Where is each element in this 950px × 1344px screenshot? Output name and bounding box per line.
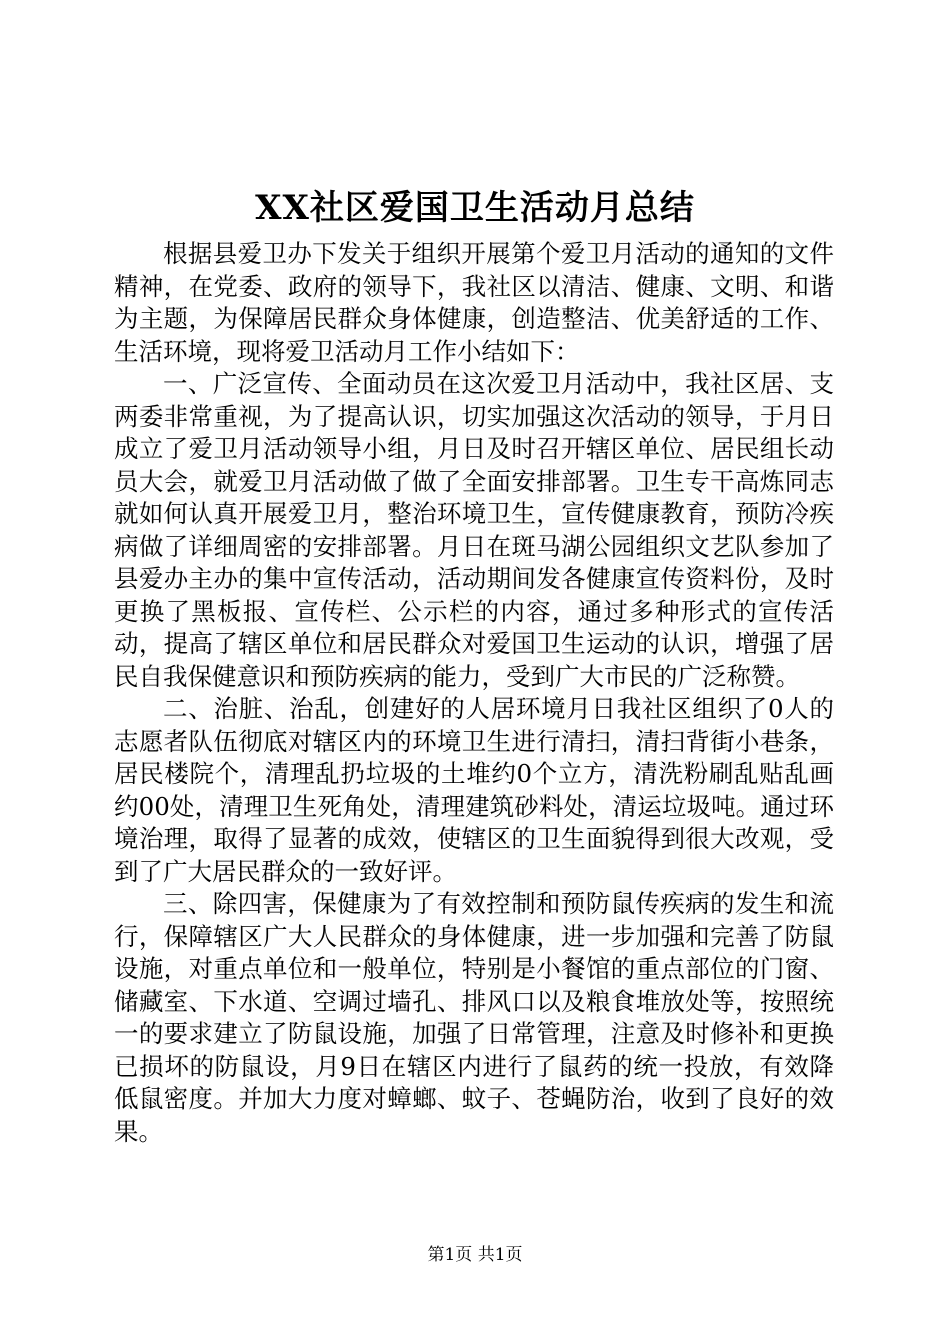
document-title: XX社区爱国卫生活动月总结 <box>255 188 695 228</box>
paragraph-section-2: 二、治脏、治乱，创建好的人居环境月日我社区组织了0人的志愿者队伍彻底对辖区内的环境卫生进行清扫，清扫背街小巷条，居民楼院个，清理乱扔垃圾的土堆约0个立方，清洗粉刷乱贴乱画约00处，清理卫生死角处，清理建筑砂料处，清运垃圾吨。通过环境治理，取得了显著的成效，使辖区的卫生面貌得到很大改观，受到了广大居民群众的一致好评。 <box>114 694 834 886</box>
document-body <box>114 238 834 1148</box>
paragraph-section-3: 三、除四害，保健康为了有效控制和预防鼠传疾病的发生和流行，保障辖区广大人民群众的身体健康，进一步加强和完善了防鼠设施，对重点单位和一般单位，特别是小餐馆的重点部位的门窗、储藏室、下水道、空调过墙孔、排风口以及粮食堆放处等，按照统一的要求建立了防鼠设施，加强了日常管理，注意及时修补和更换已损坏的防鼠设，月9日在辖区内进行了鼠药的统一投放，有效降低鼠密度。并加大力度对蟑螂、蚊子、苍蝇防治，收到了良好的效果。 <box>114 889 834 1146</box>
paragraph-section-1: 一、广泛宣传、全面动员在这次爱卫月活动中，我社区居、支两委非常重视，为了提高认识，切实加强这次活动的领导，于月日成立了爱卫月活动领导小组，月日及时召开辖区单位、居民组长动员大会，就爱卫月活动做了做了全面安排部署。卫生专干高炼同志就如何认真开展爱卫月，整治环境卫生，宣传健康教育，预防冷疾病做了详细周密的安排部署。月日在斑马湖公园组织文艺队参加了县爱办主办的集中宣传活动，活动期间发各健康宣传资料份，及时更换了黑板报、宣传栏、公示栏的内容，通过多种形式的宣传活动，提高了辖区单位和居民群众对爱国卫生运动的认识，增强了居民自我保健意识和预防疾病的能力，受到广大市民的广泛称赞。 <box>114 369 834 691</box>
paragraph-intro: 根据县爱卫办下发关于组织开展第个爱卫月活动的通知的文件精神，在党委、政府的领导下，我社区以清洁、健康、文明、和谐为主题，为保障居民群众身体健康，创造整洁、优美舒适的工作、生活环境，现将爱卫活动月工作小结如下： <box>114 239 834 366</box>
page-footer: 第1页 共1页 <box>427 1245 523 1265</box>
